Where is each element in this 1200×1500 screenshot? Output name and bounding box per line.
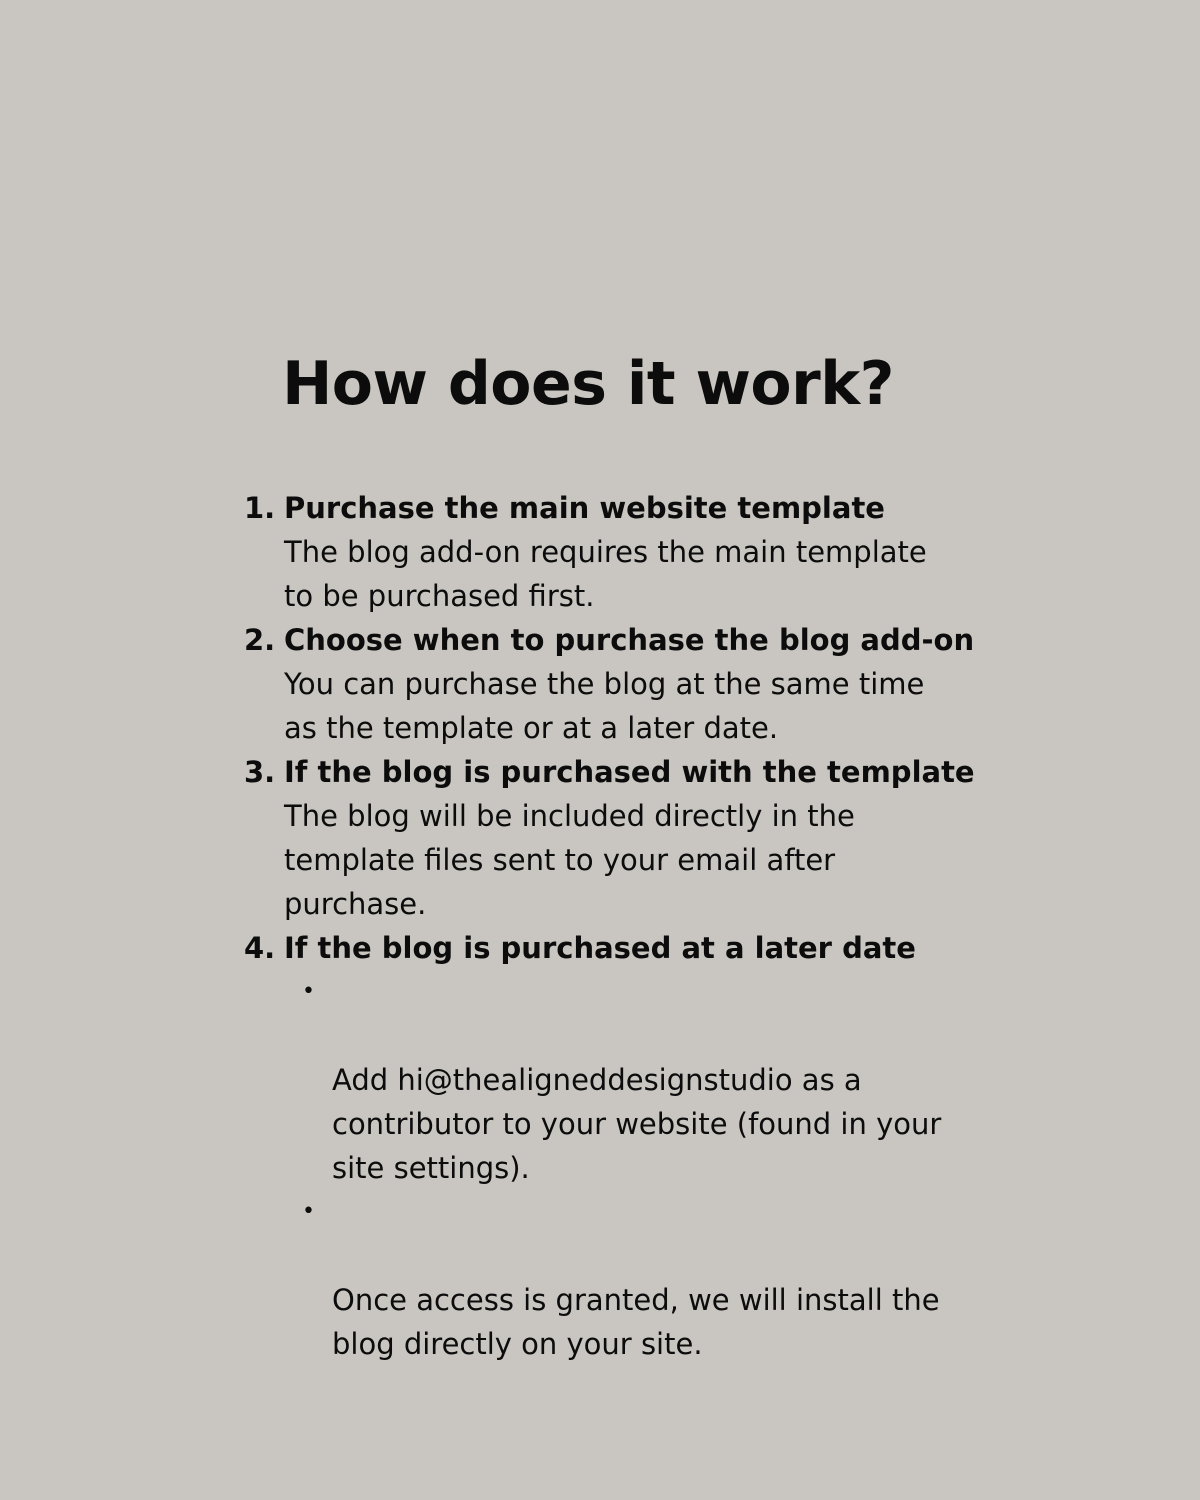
- bullet-icon: •: [302, 1199, 315, 1224]
- step-number: 4.: [244, 931, 276, 965]
- step-heading: If the blog is purchased at a later date: [284, 931, 916, 965]
- sub-step-item: [302, 970, 980, 1190]
- step-2: [240, 618, 980, 750]
- sub-steps-list: [284, 970, 980, 1366]
- steps-list: [240, 486, 980, 1366]
- step-description: You can purchase the blog at the same time as the template or at a later date.: [284, 667, 925, 745]
- step-heading: Choose when to purchase the blog add-on: [284, 623, 975, 657]
- step-3: [240, 750, 980, 926]
- step-number: 3.: [244, 755, 276, 789]
- step-1: [240, 486, 980, 618]
- step-4: [240, 926, 980, 1366]
- step-number: 1.: [244, 491, 276, 525]
- page-title: How does it work?: [282, 349, 894, 419]
- sub-step-text: Add hi@thealigneddesignstudio as a contributor to your website (found in your site settings).: [332, 1063, 942, 1185]
- sub-step-text: Once access is granted, we will install the blog directly on your site.: [332, 1283, 940, 1361]
- step-description: The blog will be included directly in the template files sent to your email after purchase.: [284, 799, 855, 921]
- step-heading: If the blog is purchased with the template: [284, 755, 975, 789]
- step-heading: Purchase the main website template: [284, 491, 885, 525]
- bullet-icon: •: [302, 979, 315, 1004]
- step-description: The blog add-on requires the main template to be purchased first.: [284, 535, 927, 613]
- step-number: 2.: [244, 623, 276, 657]
- sub-step-item: [302, 1190, 980, 1366]
